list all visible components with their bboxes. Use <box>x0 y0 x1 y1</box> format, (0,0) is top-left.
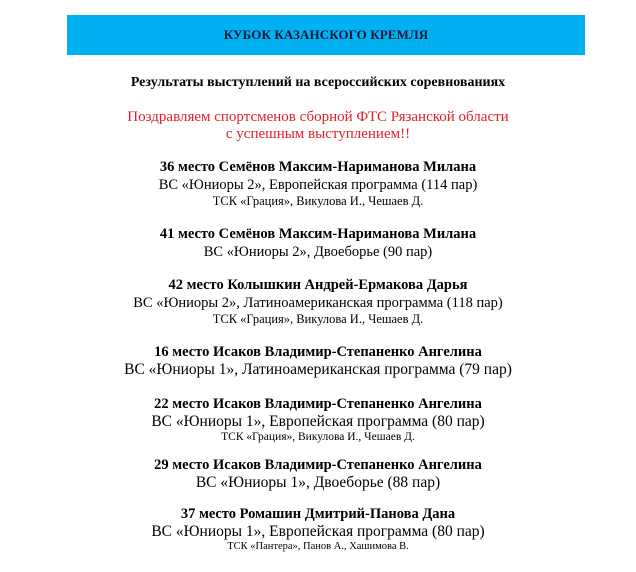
result-event: ВС «Юниоры 1», Европейская программа (80 пар) <box>151 413 485 430</box>
congrats-line-2: с успешным выступлением!! <box>225 126 411 142</box>
banner-title: КУБОК КАЗАНСКОГО КРЕМЛЯ <box>223 27 429 42</box>
result-club: ТСК «Грация», Викулова И., Чешаев Д. <box>221 431 415 443</box>
result-event: ВС «Юниоры 2», Европейская программа (114 пар) <box>158 177 478 193</box>
result-club: ТСК «Пантера», Панов А., Хашимова В. <box>227 541 409 552</box>
result-club: ТСК «Грация», Викулова И., Чешаев Д. <box>212 194 424 208</box>
result-event: ВС «Юниоры 1», Европейская программа (80 пар) <box>151 523 485 540</box>
result-title: 16 место Исаков Владимир-Степаненко Ангелина <box>154 344 482 360</box>
result-event: ВС «Юниоры 1», Двоеборье (88 пар) <box>195 474 441 491</box>
congrats-line-1: Поздравляем спортсменов сборной ФТС Рязанской области <box>127 109 509 125</box>
result-title: 36 место Семёнов Максим-Нариманова Милана <box>159 159 477 175</box>
result-title: 37 место Ромашин Дмитрий-Панова Дана <box>180 506 456 522</box>
result-title: 42 место Колышкин Андрей-Ермакова Дарья <box>168 277 468 293</box>
header-banner <box>67 15 585 55</box>
result-event: ВС «Юниоры 2», Двоеборье (90 пар) <box>203 244 433 260</box>
result-title: 29 место Исаков Владимир-Степаненко Ангелина <box>154 457 482 473</box>
result-club: ТСК «Грация», Викулова И., Чешаев Д. <box>212 312 424 326</box>
page-subtitle: Результаты выступлений на всероссийских соревнованиях <box>130 75 506 90</box>
result-title: 41 место Семёнов Максим-Нариманова Милана <box>159 226 477 242</box>
result-title: 22 место Исаков Владимир-Степаненко Ангелина <box>154 396 482 412</box>
result-event: ВС «Юниоры 1», Латиноамериканская программа (79 пар) <box>124 361 512 378</box>
result-event: ВС «Юниоры 2», Латиноамериканская программа (118 пар) <box>133 295 503 311</box>
